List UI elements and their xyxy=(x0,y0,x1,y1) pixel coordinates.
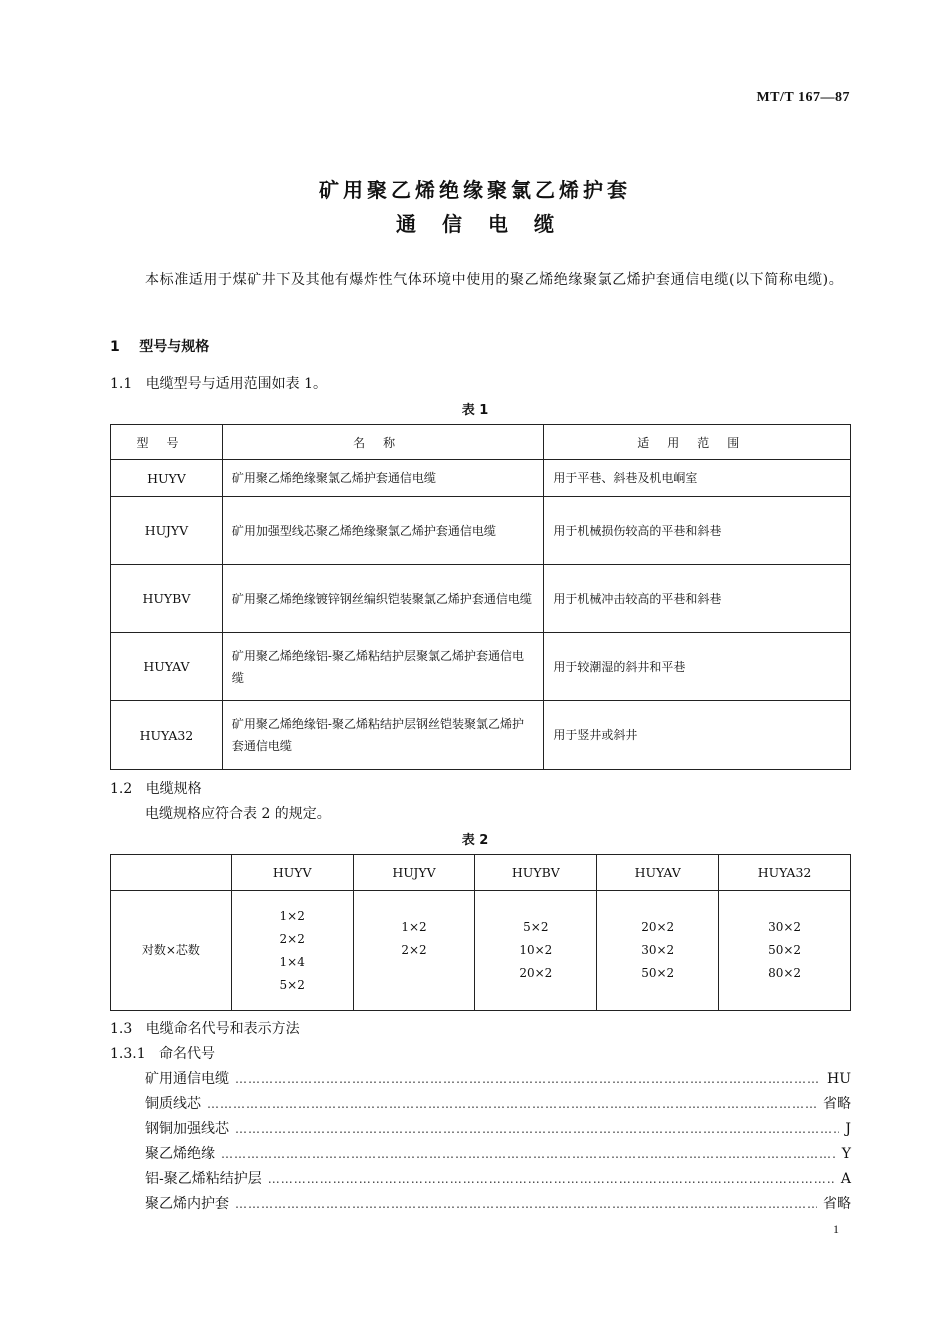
column-header: HUJYV xyxy=(353,855,475,891)
leader-dots xyxy=(235,1072,821,1086)
section-number: 1.3 xyxy=(110,1021,133,1037)
table-header-row xyxy=(111,855,851,891)
cable-name: 矿用加强型线芯聚乙烯绝缘聚氯乙烯护套通信电缆 xyxy=(222,497,544,565)
table-row xyxy=(111,497,851,565)
section-1-1 xyxy=(110,373,327,393)
table-row xyxy=(111,891,851,1011)
table-header-row xyxy=(111,425,851,460)
section-number: 1.3.1 xyxy=(110,1046,146,1062)
column-header: HUYV xyxy=(231,855,353,891)
section-number: 1.2 xyxy=(110,781,133,797)
cable-scope: 用于较潮湿的斜井和平巷 xyxy=(544,633,851,701)
spec-value: 1×2 xyxy=(401,920,427,934)
spec-cell-huybv xyxy=(475,891,597,1011)
table2-caption: 表 2 xyxy=(461,833,489,848)
cable-name: 矿用聚乙烯绝缘聚氯乙烯护套通信电缆 xyxy=(222,460,544,497)
code-value: 省略 xyxy=(823,1196,851,1212)
leader-dots xyxy=(207,1097,817,1111)
spec-value: 2×2 xyxy=(279,931,305,946)
cable-name: 矿用聚乙烯绝缘铝-聚乙烯粘结护层钢丝铠装聚氯乙烯护套通信电缆 xyxy=(222,701,544,770)
spec-value: 20×2 xyxy=(641,920,675,934)
cable-scope: 用于平巷、斜巷及机电峒室 xyxy=(544,460,851,497)
spec-value: 2×2 xyxy=(401,943,427,957)
code-list-item xyxy=(145,1143,851,1168)
column-header: HUYAV xyxy=(597,855,719,891)
leader-dots xyxy=(235,1197,817,1211)
code-list-item xyxy=(145,1093,851,1118)
cable-code: HUYV xyxy=(111,460,223,497)
spec-value: 80×2 xyxy=(768,966,802,980)
intro-paragraph: 本标准适用于煤矿井下及其他有爆炸性气体环境中使用的聚乙烯绝缘聚氯乙烯护套通信电缆(以下简称电缆)。 xyxy=(145,272,844,288)
spec-value: 10×2 xyxy=(519,943,553,957)
page-number: 1 xyxy=(833,1222,839,1236)
section-text: 电缆型号与适用范围如表 1。 xyxy=(145,376,327,392)
section-1-3-heading xyxy=(110,1018,300,1038)
section-title: 电缆规格 xyxy=(145,781,202,797)
cable-code: HUYBV xyxy=(111,565,223,633)
table2 xyxy=(110,854,851,1011)
spec-cell-hujyv xyxy=(353,891,475,1011)
code-label: 铝-聚乙烯粘结护层 xyxy=(145,1171,262,1187)
section-title: 型号与规格 xyxy=(139,339,210,355)
cable-code: HUYAV xyxy=(111,633,223,701)
code-list-item xyxy=(145,1068,851,1093)
code-value: J xyxy=(845,1121,851,1137)
table1 xyxy=(110,424,851,770)
section-title: 命名代号 xyxy=(158,1046,215,1062)
column-header: HUYA32 xyxy=(719,855,851,891)
leader-dots xyxy=(268,1172,835,1186)
code-value: A xyxy=(840,1171,851,1187)
spec-value: 20×2 xyxy=(519,966,553,980)
spec-cell-huya32 xyxy=(719,891,851,1011)
spec-value: 5×2 xyxy=(279,977,305,992)
cable-scope: 用于竖井或斜井 xyxy=(544,701,851,770)
cable-name: 矿用聚乙烯绝缘铝-聚乙烯粘结护层聚氯乙烯护套通信电缆 xyxy=(222,633,544,701)
spec-value: 30×2 xyxy=(641,943,675,957)
code-label: 铜质线芯 xyxy=(145,1096,201,1112)
code-label: 聚乙烯内护套 xyxy=(145,1196,229,1212)
cable-code: HUYA32 xyxy=(111,701,223,770)
cable-code: HUJYV xyxy=(111,497,223,565)
spec-value: 30×2 xyxy=(768,920,802,934)
column-header: 名称 xyxy=(222,425,544,460)
section-1-2-heading xyxy=(110,778,202,798)
code-value: HU xyxy=(826,1071,851,1087)
cable-name: 矿用聚乙烯绝缘镀锌钢丝编织铠装聚氯乙烯护套通信电缆 xyxy=(222,565,544,633)
section-1-heading xyxy=(110,336,209,356)
table-row xyxy=(111,460,851,497)
cable-scope: 用于机械冲击较高的平巷和斜巷 xyxy=(544,565,851,633)
spec-value: 50×2 xyxy=(641,966,675,980)
table-row xyxy=(111,701,851,770)
spec-value: 50×2 xyxy=(768,943,802,957)
spec-cell-huyav xyxy=(597,891,719,1011)
section-1-3-1-heading xyxy=(110,1043,215,1063)
leader-dots xyxy=(235,1122,839,1136)
spec-value: 5×2 xyxy=(523,920,549,934)
document-title-line2: 通信电缆 xyxy=(396,212,580,236)
code-value: Y xyxy=(841,1146,851,1162)
standard-code: MT/T 167—87 xyxy=(756,90,850,105)
table1-caption: 表 1 xyxy=(461,403,489,418)
code-list-item xyxy=(145,1118,851,1143)
leader-dots xyxy=(221,1147,836,1161)
code-list-item xyxy=(145,1168,851,1193)
code-label: 钢铜加强线芯 xyxy=(145,1121,229,1137)
code-value: 省略 xyxy=(823,1096,851,1112)
row-label: 对数×芯数 xyxy=(111,891,232,1011)
code-label: 矿用通信电缆 xyxy=(145,1071,229,1087)
spec-cell-huyv xyxy=(231,891,353,1011)
cable-scope: 用于机械损伤较高的平巷和斜巷 xyxy=(544,497,851,565)
table-row xyxy=(111,633,851,701)
section-title: 电缆命名代号和表示方法 xyxy=(145,1021,300,1037)
column-header: HUYBV xyxy=(475,855,597,891)
column-header: 适用范围 xyxy=(544,425,851,460)
section-number: 1 xyxy=(110,339,120,355)
spec-value: 1×4 xyxy=(279,954,305,969)
section-1-2-text: 电缆规格应符合表 2 的规定。 xyxy=(145,806,331,822)
column-header xyxy=(111,855,232,891)
section-number: 1.1 xyxy=(110,376,133,392)
code-list-item xyxy=(145,1193,851,1218)
document-title-line1: 矿用聚乙烯绝缘聚氯乙烯护套 xyxy=(319,178,631,202)
code-label: 聚乙烯绝缘 xyxy=(145,1146,215,1162)
column-header: 型号 xyxy=(111,425,223,460)
table-row xyxy=(111,565,851,633)
spec-value: 1×2 xyxy=(279,908,305,923)
